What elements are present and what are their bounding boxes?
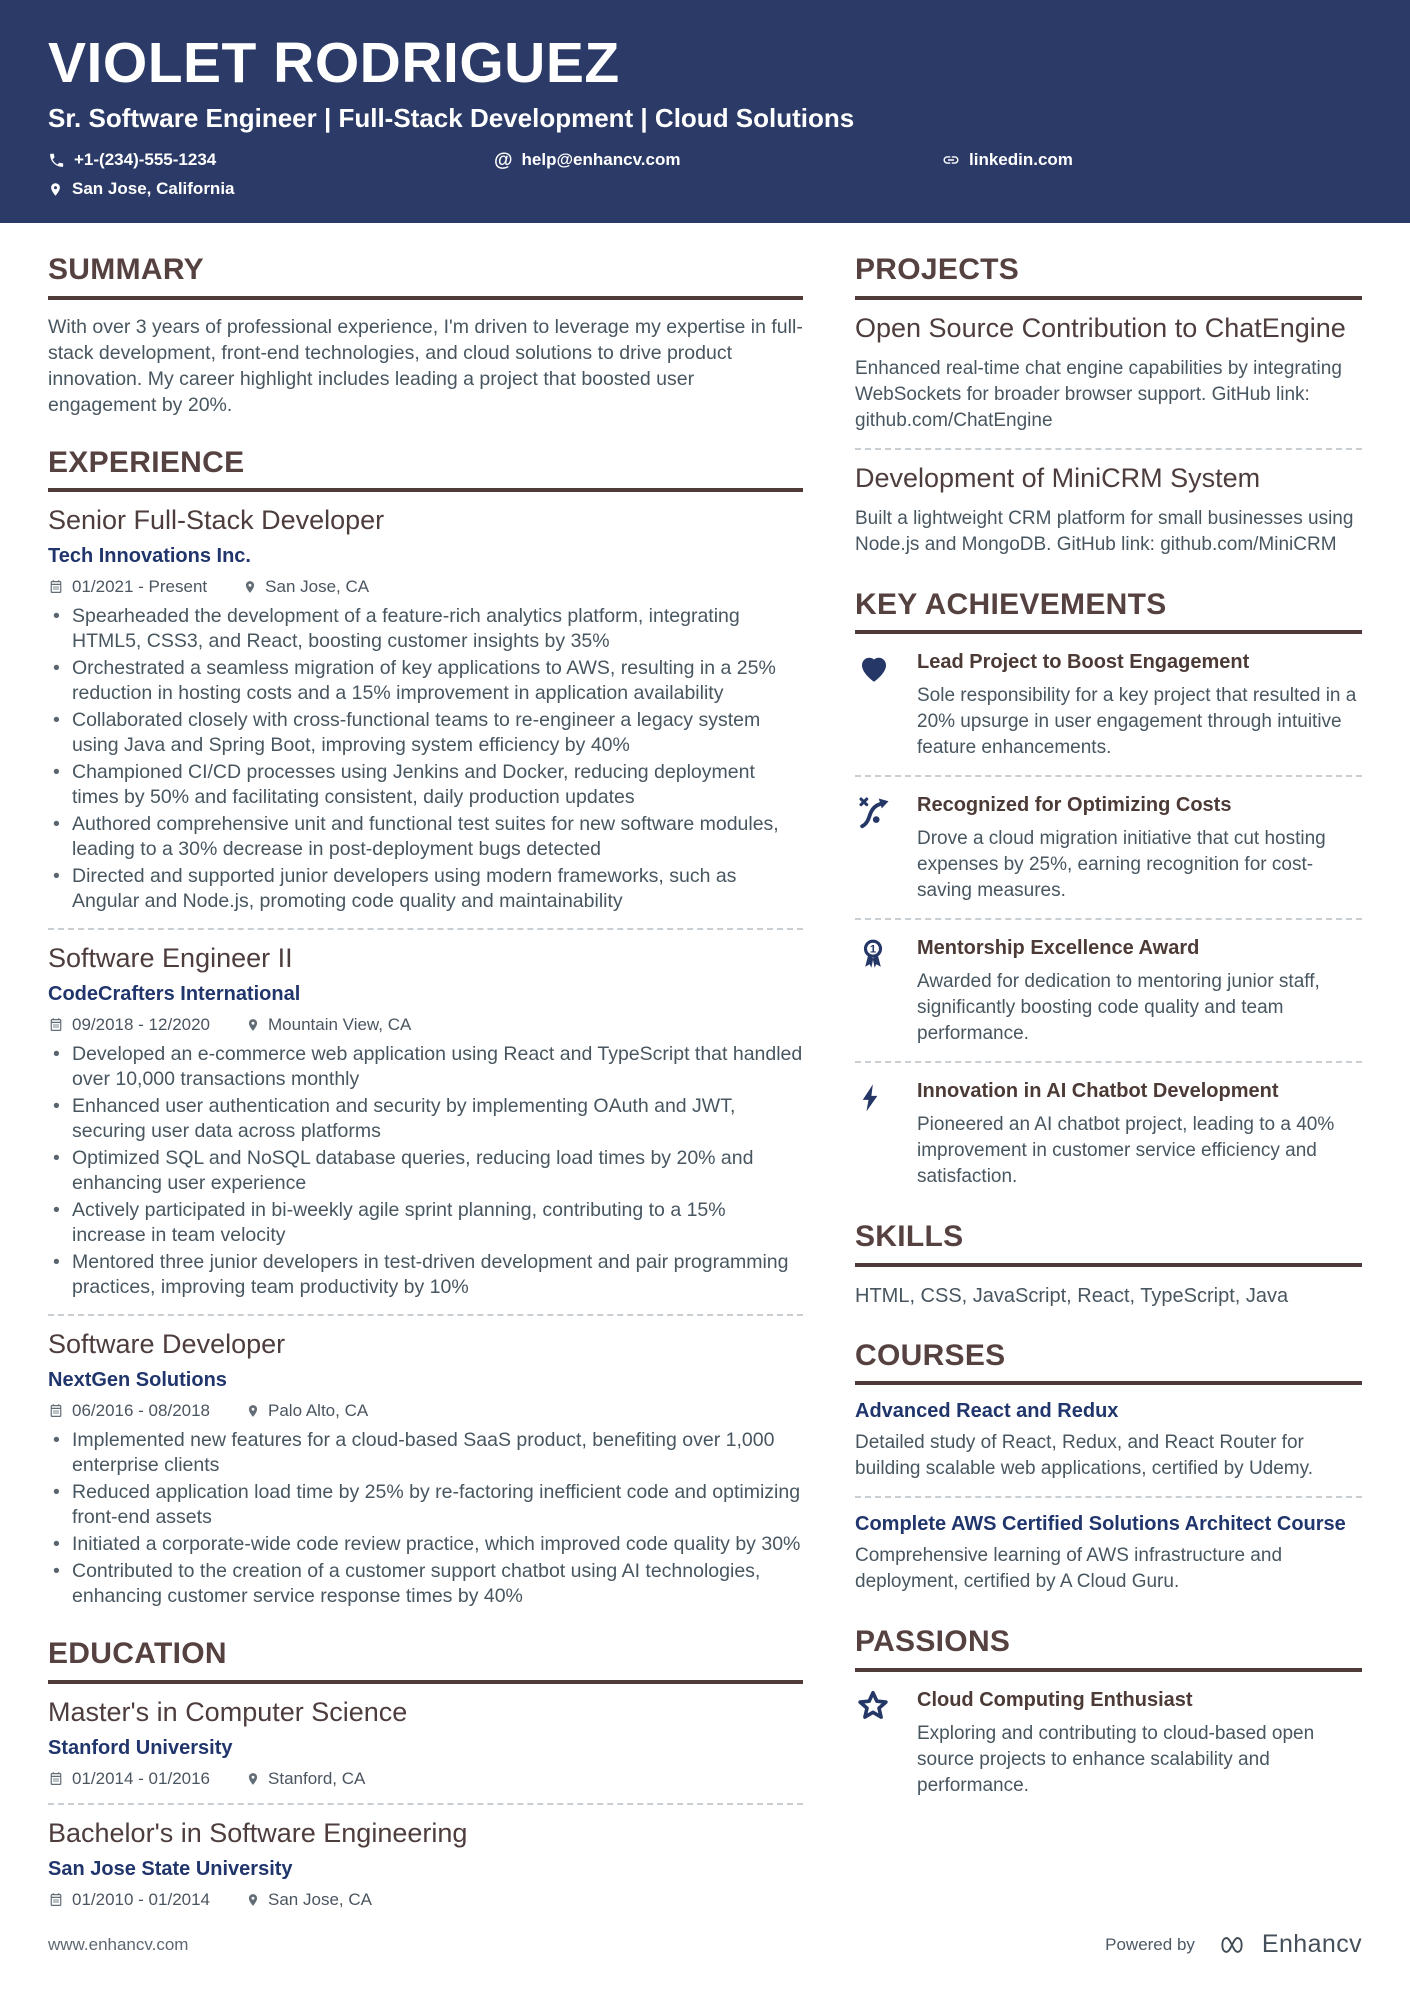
courses-section <box>855 1339 1362 1596</box>
experience-section <box>48 446 803 1609</box>
contact-row <box>48 150 1362 170</box>
location-pin-icon <box>246 1403 260 1419</box>
bullet: • Mentored three junior developers in test-driven development and pair programming practices, improving team productivity by 10% <box>48 1250 803 1300</box>
bullet: • Initiated a corporate-wide code review practice, which improved code quality by 30% <box>48 1532 803 1557</box>
star-icon <box>855 1687 895 1799</box>
bullet: • Spearheaded the development of a feature-rich analytics platform, integrating HTML5, CSS3, and React, boosting customer insights by 35% <box>48 604 803 654</box>
heart-icon <box>855 649 895 761</box>
date-range: 09/2018 - 12/2020 <box>48 1015 210 1035</box>
project-entry <box>855 312 1362 434</box>
achievement-description: Drove a cloud migration initiative that cut hosting expenses by 25%, earning recognition for cost-saving measures. <box>917 828 1326 902</box>
achievement-description: Sole responsibility for a key project that resulted in a 20% upsurge in user engagement through intuitive feature enhancements. <box>917 685 1357 759</box>
person-title: Sr. Software Engineer | Full-Stack Development | Cloud Solutions <box>48 103 855 134</box>
job-bullets <box>48 604 803 914</box>
bullet: • Actively participated in bi-weekly agile sprint planning, contributing to a 15% increase in team velocity <box>48 1198 803 1248</box>
passion-body <box>917 1687 1362 1799</box>
project-entry <box>855 462 1362 558</box>
job-title: Software Engineer II <box>48 943 293 974</box>
section-rule <box>855 296 1362 300</box>
education-section <box>48 1637 803 1909</box>
job-entry <box>48 1316 803 1609</box>
course-description: Detailed study of React, Redux, and React Router for building scalable web applications, certified by Udemy. <box>855 1432 1314 1480</box>
achievement-entry <box>855 1063 1362 1190</box>
project-name: Open Source Contribution to ChatEngine <box>855 312 1346 343</box>
location-pin-icon <box>246 1771 260 1787</box>
education-entry <box>48 1684 803 1789</box>
school-name: San Jose State University <box>48 1857 293 1880</box>
dashed-separator <box>855 448 1362 450</box>
location-pin-icon <box>48 181 63 198</box>
date-range: 01/2014 - 01/2016 <box>48 1769 210 1789</box>
course-description: Comprehensive learning of AWS infrastructure and deployment, certified by A Cloud Guru. <box>855 1545 1283 1593</box>
section-rule <box>48 296 803 300</box>
bullet: • Orchestrated a seamless migration of key applications to AWS, resulting in a 25% reduction in hosting costs and a 15% improvement in application availability <box>48 656 803 706</box>
email-address: help@enhancv.com <box>521 150 681 170</box>
bullet: • Implemented new features for a cloud-based SaaS product, benefiting over 1,000 enterprise clients <box>48 1428 803 1478</box>
calendar-icon <box>48 1771 64 1787</box>
achievement-title: Innovation in AI Chatbot Development <box>917 1080 1279 1103</box>
job-meta <box>48 577 803 597</box>
projects-section <box>855 253 1362 557</box>
passions-heading: PASSIONS <box>855 1625 1011 1659</box>
bullet: • Enhanced user authentication and security by implementing OAuth and JWT, securing user data across platforms <box>48 1094 803 1144</box>
link-contact[interactable] <box>942 150 1073 170</box>
left-column <box>48 253 803 1909</box>
achievement-description: Pioneered an AI chatbot project, leading to a 40% improvement in customer service efficiency and satisfaction. <box>917 1114 1335 1188</box>
degree-title: Bachelor's in Software Engineering <box>48 1817 468 1848</box>
section-rule <box>855 1381 1362 1385</box>
date-range: 01/2010 - 01/2014 <box>48 1890 210 1910</box>
project-description: Enhanced real-time chat engine capabilities by integrating WebSockets for broader browser support. GitHub link: github.com/ChatEngine <box>855 357 1342 431</box>
summary-section <box>48 253 803 418</box>
enhancv-logo[interactable] <box>1211 1930 1362 1959</box>
achievements-section <box>855 588 1362 1191</box>
location-row <box>48 179 1362 199</box>
course-entry <box>855 1511 1362 1595</box>
achievement-title: Lead Project to Boost Engagement <box>917 651 1250 674</box>
course-title: Complete AWS Certified Solutions Architect Course <box>855 1513 1346 1536</box>
achievement-body <box>917 792 1362 904</box>
enhancv-logo-icon <box>1211 1932 1253 1958</box>
bullet: • Developed an e-commerce web application using React and TypeScript that handled over 10,000 transactions monthly <box>48 1042 803 1092</box>
course-entry <box>855 1398 1362 1482</box>
content <box>0 223 1410 1909</box>
achievements-heading: KEY ACHIEVEMENTS <box>855 587 1167 621</box>
passion-entry <box>855 1672 1362 1799</box>
phone-icon <box>48 152 65 169</box>
phone-contact[interactable] <box>48 150 494 170</box>
company-name: CodeCrafters International <box>48 983 301 1006</box>
bullet: • Reduced application load time by 25% by re-factoring inefficient code and optimizing front-end assets <box>48 1480 803 1530</box>
job-title: Senior Full-Stack Developer <box>48 505 385 536</box>
header <box>0 0 1410 223</box>
school-name: Stanford University <box>48 1736 233 1759</box>
achievement-description: Awarded for dedication to mentoring junior staff, significantly boosting code quality and team performance. <box>917 971 1320 1045</box>
calendar-icon <box>48 1017 64 1033</box>
project-name: Development of MiniCRM System <box>855 462 1261 493</box>
achievement-title: Mentorship Excellence Award <box>917 937 1200 960</box>
job-meta <box>48 1401 803 1421</box>
email-contact[interactable] <box>494 150 942 170</box>
summary-text: With over 3 years of professional experience, I'm driven to leverage my expertise in full-stack development, front-end technologies, and cloud solutions to drive product innovation. My career highlight includes leading a project that boosted user engagement by 20%. <box>48 315 803 416</box>
job-location: San Jose, CA <box>243 577 369 597</box>
education-entry <box>48 1805 803 1910</box>
bullet: • Collaborated closely with cross-functional teams to re-engineer a legacy system using Java and Spring Boot, improving system efficiency by 40% <box>48 708 803 758</box>
degree-title: Master's in Computer Science <box>48 1696 408 1727</box>
bullet: • Optimized SQL and NoSQL database queries, reducing load times by 20% and enhancing user experience <box>48 1146 803 1196</box>
achievement-body <box>917 1078 1362 1190</box>
medal-icon <box>855 935 895 1047</box>
summary-heading: SUMMARY <box>48 253 204 287</box>
bullet: • Directed and supported junior developers using modern frameworks, such as Angular and Node.js, promoting code quality and maintainability <box>48 864 803 914</box>
passions-section <box>855 1625 1362 1799</box>
person-name: VIOLET RODRIGUEZ <box>48 31 620 95</box>
job-entry <box>48 492 803 914</box>
skills-heading: SKILLS <box>855 1220 964 1254</box>
skills-list: HTML, CSS, JavaScript, React, TypeScript, Java <box>855 1284 1289 1307</box>
date-range: 06/2016 - 08/2018 <box>48 1401 210 1421</box>
achievement-body <box>917 649 1362 761</box>
calendar-icon <box>48 1403 64 1419</box>
education-meta <box>48 1769 803 1789</box>
footer <box>0 1930 1410 1995</box>
lightning-bolt-icon <box>855 1078 895 1190</box>
company-name: Tech Innovations Inc. <box>48 545 251 568</box>
education-meta <box>48 1890 803 1910</box>
section-rule <box>855 1263 1362 1267</box>
achievement-title: Recognized for Optimizing Costs <box>917 794 1232 817</box>
calendar-icon <box>48 579 64 595</box>
passion-description: Exploring and contributing to cloud-based open source projects to enhance scalability and performance. <box>917 1722 1315 1796</box>
achievement-entry <box>855 634 1362 761</box>
trend-arrow-icon <box>855 792 895 904</box>
date-range: 01/2021 - Present <box>48 577 207 597</box>
job-bullets <box>48 1042 803 1300</box>
experience-heading: EXPERIENCE <box>48 445 245 479</box>
powered-by-label: Powered by <box>1105 1934 1195 1954</box>
job-entry <box>48 930 803 1300</box>
job-title: Software Developer <box>48 1329 286 1360</box>
right-column <box>855 253 1362 1909</box>
svg-text:1: 1 <box>869 943 877 956</box>
job-bullets <box>48 1428 803 1609</box>
enhancv-brand-name: Enhancv <box>1261 1930 1362 1958</box>
education-heading: EDUCATION <box>48 1637 227 1671</box>
link-icon <box>942 151 960 169</box>
skills-section <box>855 1220 1362 1309</box>
achievement-entry <box>855 920 1362 1047</box>
project-description: Built a lightweight CRM platform for small businesses using Node.js and MongoDB. GitHub link: github.com/MiniCRM <box>855 507 1354 555</box>
company-name: NextGen Solutions <box>48 1369 227 1392</box>
bullet: • Contributed to the creation of a customer support chatbot using AI technologies, enhancing customer service response times by 40% <box>48 1559 803 1609</box>
job-location: Palo Alto, CA <box>246 1401 368 1421</box>
school-location: San Jose, CA <box>246 1890 372 1910</box>
location-pin-icon <box>246 1892 260 1908</box>
phone-number: +1-(234)-555-1234 <box>74 150 217 170</box>
school-location: Stanford, CA <box>246 1769 365 1789</box>
bullet: • Championed CI/CD processes using Jenkins and Docker, reducing deployment times by 50% and facilitating consistent, daily production updates <box>48 760 803 810</box>
achievement-body <box>917 935 1362 1047</box>
bullet: • Authored comprehensive unit and functional test suites for new software modules, leading to a 30% decrease in post-deployment bugs detected <box>48 812 803 862</box>
at-sign-icon: @ <box>494 149 513 171</box>
calendar-icon <box>48 1892 64 1908</box>
achievement-entry <box>855 777 1362 904</box>
link-url: linkedin.com <box>969 150 1073 170</box>
course-title: Advanced React and Redux <box>855 1400 1119 1423</box>
job-meta <box>48 1015 803 1035</box>
powered-by-group <box>1105 1930 1362 1959</box>
courses-heading: COURSES <box>855 1338 1006 1372</box>
dashed-separator <box>855 1496 1362 1498</box>
footer-site-link[interactable]: www.enhancv.com <box>48 1934 189 1954</box>
job-location: Mountain View, CA <box>246 1015 411 1035</box>
projects-heading: PROJECTS <box>855 253 1020 287</box>
location-pin-icon <box>243 579 257 595</box>
location-text: San Jose, California <box>72 179 235 199</box>
passion-title: Cloud Computing Enthusiast <box>917 1688 1193 1711</box>
location-pin-icon <box>246 1017 260 1033</box>
